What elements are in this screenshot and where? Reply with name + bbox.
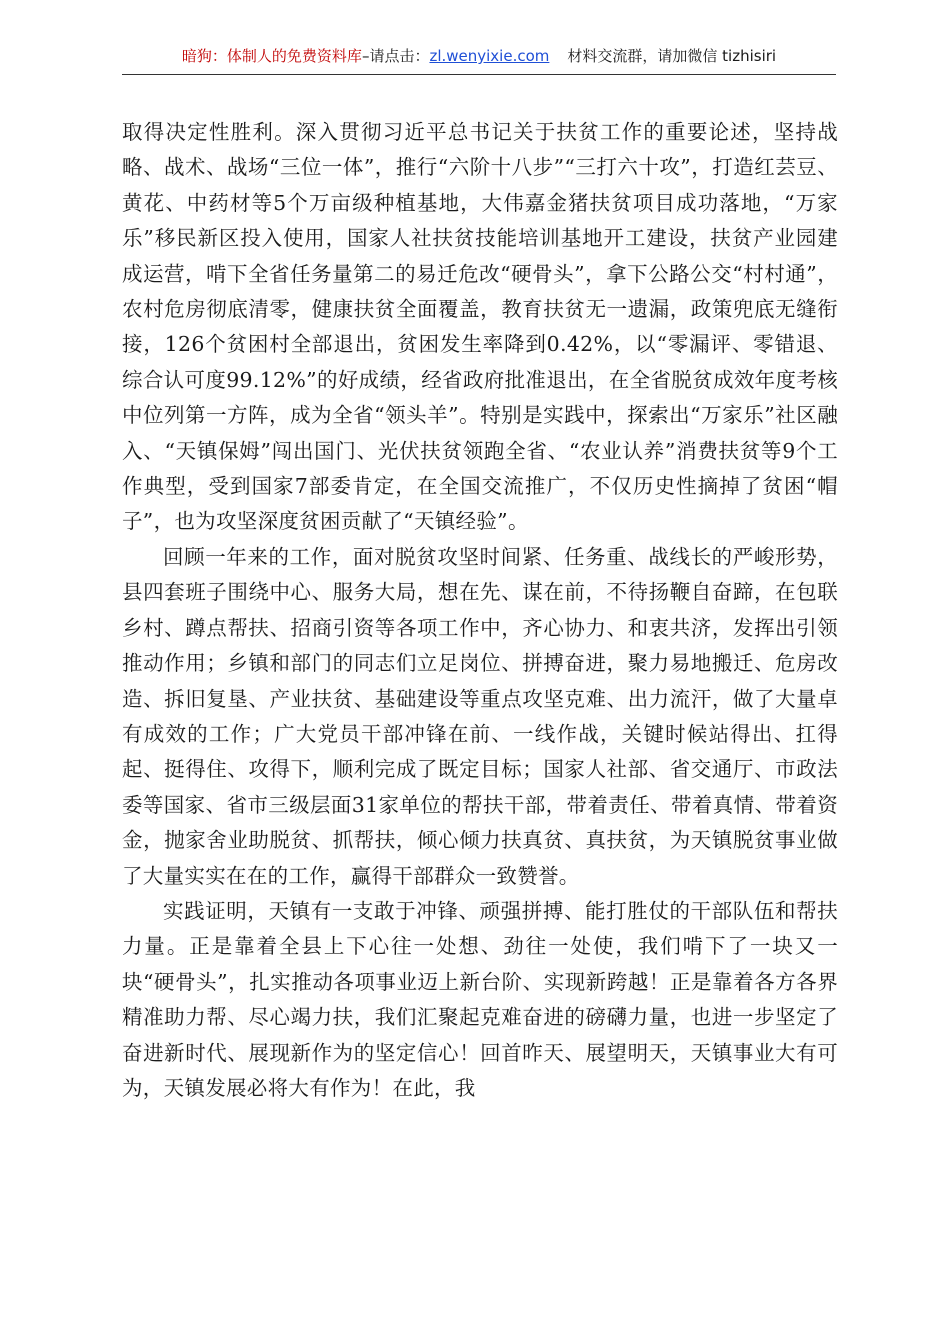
header-group-info: 材料交流群，请加微信 tizhisiri xyxy=(567,47,777,65)
paragraph: 取得决定性胜利。深入贯彻习近平总书记关于扶贫工作的重要论述，坚持战略、战术、战场“三位一体”，推行“六阶十八步”“三打六十攻”，打造红芸豆、黄花、中药材等5个万亩级种植基地，大伟嘉金猪扶贫项目成功落地，“万家乐”移民新区投入使用，国家人社扶贫技能培训基地开工建设，扶贫产业园建成运营，啃下全省任务量第二的易迁危改“硬骨头”，拿下公路公交“村村通”，农村危房彻底清零，健康扶贫全面覆盖，教育扶贫无一遗漏，政策兜底无缝衔接，126个贫困村全部退出，贫困发生率降到0.42%，以“零漏评、零错退、综合认可度99.12%”的好成绩，经省政府批准退出，在全省脱贫成效年度考核中位列第一方阵，成为全省“领头羊”。特别是实践中，探索出“万家乐”社区融入、“天镇保姆”闯出国门、光伏扶贫领跑全省、“农业认养”消费扶贫等9个工作典型，受到国家7部委肯定，在全国交流推广，不仅历史性摘掉了贫困“帽子”，也为攻坚深度贫困贡献了“天镇经验”。 xyxy=(122,120,838,534)
document-body xyxy=(122,115,838,1106)
header-brand: 暗狗：体制人的免费资料库 xyxy=(181,47,362,65)
page-header xyxy=(122,44,836,75)
header-link[interactable]: zl.wenyixie.com xyxy=(429,47,550,65)
paragraph: 实践证明，天镇有一支敢于冲锋、顽强拼搏、能打胜仗的干部队伍和帮扶力量。正是靠着全县上下心往一处想、劲往一处使，我们啃下了一块又一块“硬骨头”，扎实推动各项事业迈上新台阶、实现新跨越！正是靠着各方各界精准助力帮、尽心竭力扶，我们汇聚起克难奋进的磅礴力量，也进一步坚定了奋进新时代、展现新作为的坚定信心！回首昨天、展望明天，天镇事业大有可为，天镇发展必将大有作为！在此，我 xyxy=(122,898,838,1100)
paragraph: 回顾一年来的工作，面对脱贫攻坚时间紧、任务重、战线长的严峻形势，县四套班子围绕中心、服务大局，想在先、谋在前，不待扬鞭自奋蹄，在包联乡村、蹲点帮扶、招商引资等各项工作中，齐心协力、和衷共济，发挥出引领推动作用；乡镇和部门的同志们立足岗位、拼搏奋进，聚力易地搬迁、危房改造、拆旧复垦、产业扶贫、基础建设等重点攻坚克难、出力流汗，做了大量卓有成效的工作；广大党员干部冲锋在前、一线作战，关键时候站得出、扛得起、挺得住、攻得下，顺利完成了既定目标；国家人社部、省交通厅、市政法委等国家、省市三级层面31家单位的帮扶干部，带着责任、带着真情、带着资金，抛家舍业助脱贫、抓帮扶，倾心倾力扶真贫、真扶贫，为天镇脱贫事业做了大量实实在在的工作，赢得干部群众一致赞誉。 xyxy=(122,544,838,888)
header-prompt: –请点击： xyxy=(361,47,430,65)
